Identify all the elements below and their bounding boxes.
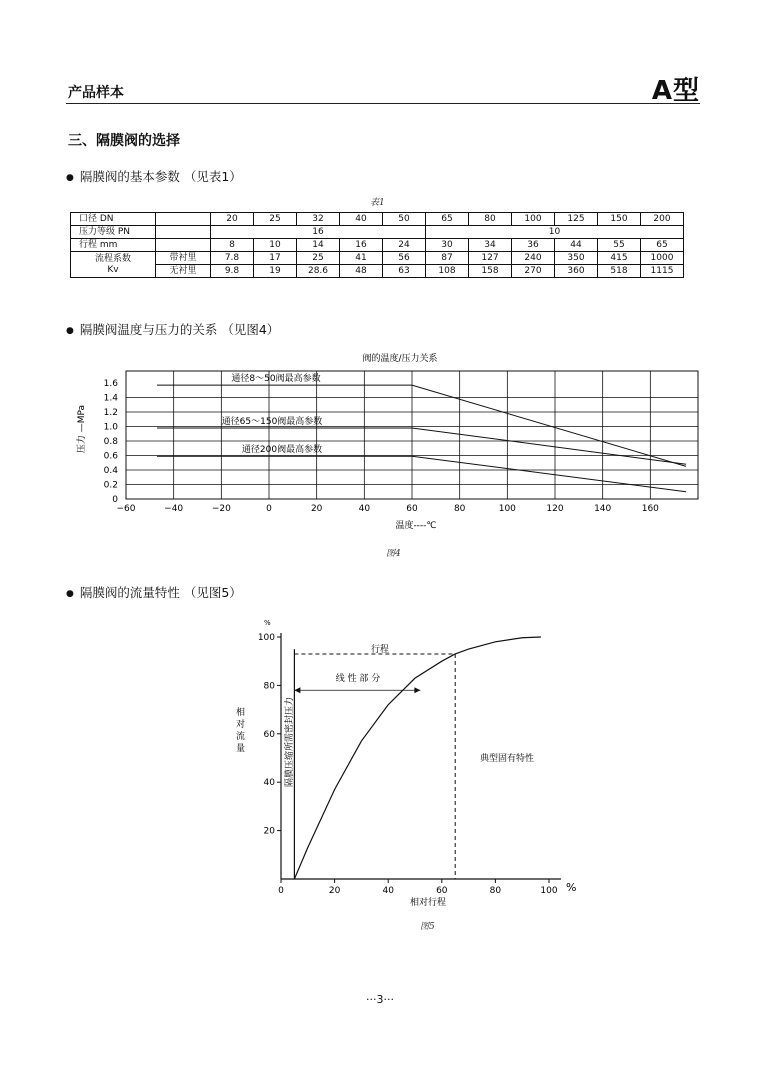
y-tick-label: 20	[263, 826, 275, 837]
stroke-cell: 16	[340, 239, 383, 252]
x-tick-label: 0	[266, 504, 272, 514]
kv-lined-cell: 17	[254, 252, 297, 265]
kv-lined-cell: 56	[383, 252, 426, 265]
y-tick-label: 40	[263, 778, 275, 789]
x-tick-label: 60	[436, 886, 448, 896]
kv-lined-cell: 415	[598, 252, 641, 265]
stroke-label: 行程 mm	[71, 239, 156, 252]
x-axis-label: 温度----℃	[395, 521, 437, 531]
annotation-seal-pressure: 隔膜压缩所需密封压力	[285, 696, 295, 788]
dn-cell: 25	[254, 213, 297, 226]
lined-label: 带衬里	[156, 252, 211, 265]
x-tick-label: 80	[453, 504, 466, 514]
kv-unlined-cell: 158	[469, 265, 512, 278]
stroke-cell: 36	[512, 239, 555, 252]
x-unit-label: %	[566, 881, 577, 894]
arrowhead-right	[414, 687, 420, 693]
kv-unlined-cell: 19	[254, 265, 297, 278]
section-title: 三、隔膜阀的选择	[68, 133, 180, 149]
page-number: ···3···	[366, 993, 394, 1006]
dn-cell: 20	[211, 213, 254, 226]
unlined-label: 无衬里	[156, 265, 211, 278]
x-tick-label: 40	[382, 886, 394, 896]
annotation-typical: 典型固有特性	[479, 754, 535, 764]
dn-cell: 200	[641, 213, 684, 226]
x-tick-label: 160	[641, 504, 659, 514]
annotation-linear: 线 性 部 分	[335, 674, 381, 684]
table-row-pn	[71, 226, 684, 239]
stroke-cell: 65	[641, 239, 684, 252]
x-tick-label: −20	[211, 504, 231, 514]
pn-value-10: 10	[426, 226, 684, 239]
y-tick-label: 0.2	[103, 480, 118, 491]
stroke-cell: 30	[426, 239, 469, 252]
y-tick-label: 0	[112, 495, 118, 505]
table-row-kv-lined	[71, 252, 684, 265]
dn-cell: 65	[426, 213, 469, 226]
kv-unlined-cell: 1115	[641, 265, 684, 278]
y-unit-label: %	[264, 619, 271, 627]
pn-value-16: 16	[211, 226, 426, 239]
kv-lined-cell: 87	[426, 252, 469, 265]
table-row-stroke	[71, 239, 684, 252]
series-line	[157, 428, 686, 464]
kv-unlined-cell: 63	[383, 265, 426, 278]
bullet-flow-characteristic: ● 隔膜阀的流量特性 （见图5）	[66, 583, 242, 601]
dn-cell: 80	[469, 213, 512, 226]
x-tick-label: 80	[489, 886, 502, 896]
bullet-basic-params: ● 隔膜阀的基本参数 （见表1）	[66, 167, 242, 185]
flow-characteristic-chart	[0, 615, 760, 915]
header-left-title: 产品样本	[68, 85, 124, 101]
blank-cell	[156, 213, 211, 226]
x-tick-label: 60	[406, 504, 418, 514]
stroke-cell: 55	[598, 239, 641, 252]
kv-unlined-cell: 9.8	[211, 265, 254, 278]
kv-lined-cell: 127	[469, 252, 512, 265]
kv-unlined-cell: 270	[512, 265, 555, 278]
annotation-stroke: 行程	[370, 645, 390, 655]
kv-unlined-cell: 108	[426, 265, 469, 278]
header-divider	[66, 103, 700, 104]
x-tick-label: 0	[278, 886, 284, 896]
x-tick-label: 40	[358, 504, 371, 514]
kv-unlined-cell: 48	[340, 265, 383, 278]
kv-lined-cell: 7.8	[211, 252, 254, 265]
kv-unlined-cell: 28.6	[297, 265, 340, 278]
x-tick-label: 100	[540, 886, 558, 896]
chart-tick-labels	[258, 633, 558, 896]
x-tick-label: −40	[164, 504, 184, 514]
x-axis-label: 相对行程	[409, 898, 447, 908]
params-table	[70, 212, 684, 278]
dn-label: 口径 DN	[71, 213, 156, 226]
temp-pressure-chart	[0, 345, 760, 535]
dn-cell: 100	[512, 213, 555, 226]
fig4-caption: 图4	[386, 549, 401, 559]
y-axis-label: 压力 —MPa	[77, 404, 87, 454]
header-right-title: A型	[651, 76, 700, 106]
dn-cell: 125	[555, 213, 598, 226]
chart-series-group	[157, 372, 686, 492]
x-tick-label: 100	[498, 504, 516, 514]
x-tick-label: 20	[328, 886, 341, 896]
y-tick-label: 1.4	[103, 393, 118, 404]
table-row-kv-unlined	[71, 265, 684, 278]
dn-cell: 50	[383, 213, 426, 226]
kv-unlined-cell: 518	[598, 265, 641, 278]
kv-label: 流程系数 Kv	[71, 252, 156, 278]
y-tick-label: 100	[257, 633, 275, 643]
bullet-temp-pressure: ● 隔膜阀温度与压力的关系 （见图4）	[66, 320, 279, 338]
table1-caption: 表1	[370, 198, 385, 208]
blank-cell	[156, 239, 211, 252]
kv-lined-cell: 1000	[641, 252, 684, 265]
y-tick-label: 1.6	[103, 379, 118, 389]
y-tick-label: 80	[263, 681, 275, 692]
y-tick-label: 0.6	[103, 451, 118, 462]
dn-cell: 40	[340, 213, 383, 226]
x-tick-label: −60	[116, 504, 136, 514]
kv-lined-cell: 350	[555, 252, 598, 265]
series-line	[157, 456, 686, 492]
x-tick-label: 140	[594, 504, 612, 514]
series-label: 通径65～150阀最高参数	[221, 416, 323, 427]
chart-title: 阀的温度/压力关系	[362, 354, 438, 364]
table-row-dn	[71, 213, 684, 226]
y-tick-label: 1.0	[103, 422, 118, 433]
y-tick-label: 0.8	[103, 437, 118, 447]
series-label: 通径200阀最高参数	[241, 445, 323, 456]
kv-lined-cell: 240	[512, 252, 555, 265]
pn-label: 压力等级 PN	[71, 226, 156, 239]
stroke-cell: 14	[297, 239, 340, 252]
kv-lined-cell: 25	[297, 252, 340, 265]
y-tick-label: 60	[263, 729, 275, 740]
kv-lined-cell: 41	[340, 252, 383, 265]
stroke-cell: 34	[469, 239, 512, 252]
fig5-caption: 图5	[420, 922, 435, 932]
x-tick-label: 20	[310, 504, 323, 514]
arrowhead-left	[294, 687, 300, 693]
dn-cell: 32	[297, 213, 340, 226]
y-tick-label: 0.4	[103, 466, 118, 476]
y-axis-label: 相对流量	[236, 708, 246, 754]
y-tick-label: 1.2	[103, 408, 118, 418]
stroke-cell: 10	[254, 239, 297, 252]
x-tick-label: 120	[546, 504, 564, 514]
chart-grid	[126, 371, 698, 499]
stroke-cell: 44	[555, 239, 598, 252]
series-label: 通径8～50阀最高参数	[231, 374, 321, 385]
dn-cell: 150	[598, 213, 641, 226]
blank-cell	[156, 226, 211, 239]
chart-tick-labels	[104, 379, 660, 514]
kv-unlined-cell: 360	[555, 265, 598, 278]
stroke-cell: 24	[383, 239, 426, 252]
stroke-cell: 8	[211, 239, 254, 252]
